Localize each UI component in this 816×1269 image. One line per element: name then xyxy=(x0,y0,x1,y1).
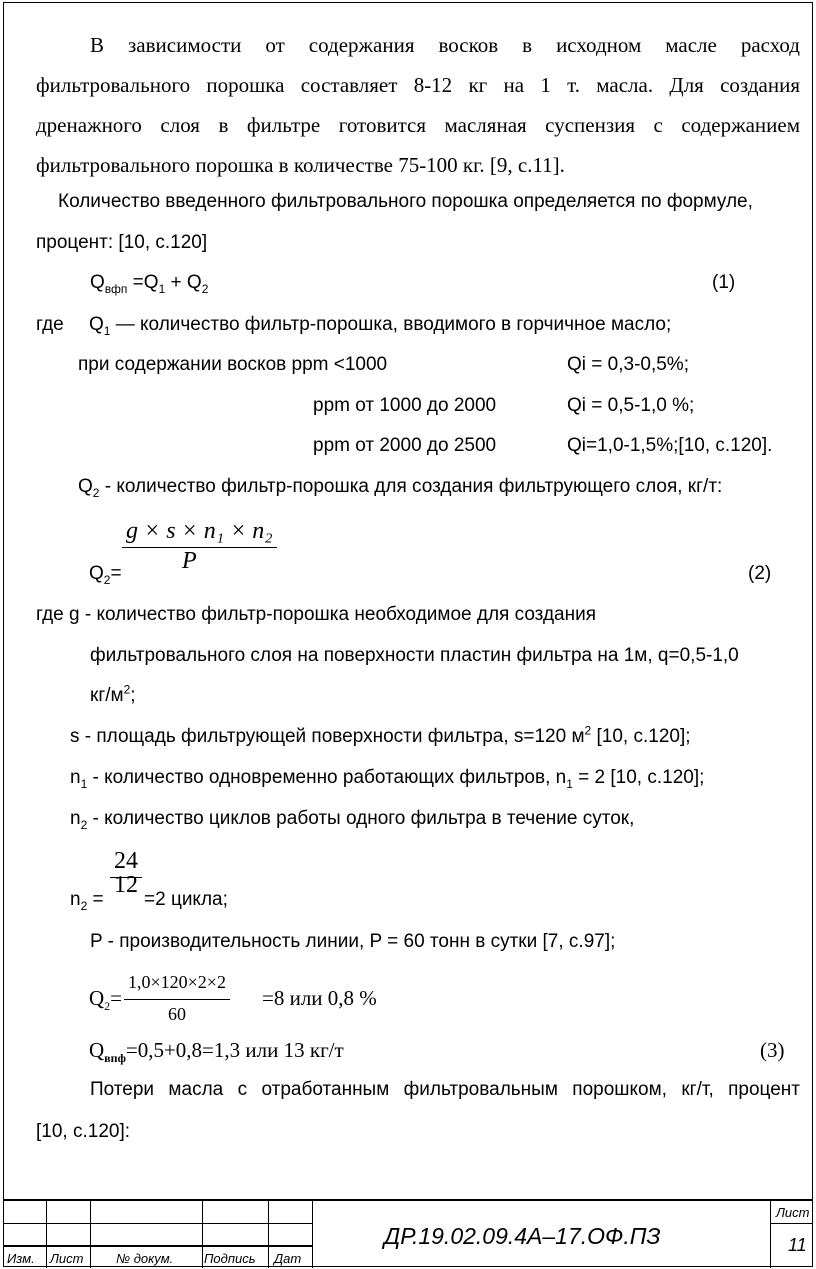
stamp-divider xyxy=(312,1201,313,1268)
q2-calc-result: =8 или 0,8 % xyxy=(262,986,377,1010)
stamp-row-line xyxy=(770,1223,812,1224)
para1-line1: В зависимости от содержания восков в исходном масле расход xyxy=(90,33,800,57)
formula-2-number: (2) xyxy=(748,563,772,584)
where-q1-lead: где xyxy=(36,314,64,335)
formula-1: $Q_{вфп} =Q_1 + Q_2$ xyxy=(90,272,209,296)
q2-calc-denominator: 60 xyxy=(167,1004,186,1024)
document-code: ДР.19.02.09.4А–17.ОФ.ПЗ xyxy=(384,1223,661,1249)
condition-2-label: ppm от 1000 до 2000 xyxy=(313,395,497,416)
condition-1-label: при содержании восков ppm <1000 xyxy=(78,354,388,375)
q2-calc-fraction xyxy=(124,972,230,1025)
para1-line3: дренажного слоя в фильтре готовится масляная суспензия с содержанием xyxy=(36,113,800,137)
para1-line2: фильтровального порошка составляет 8-12 кг на 1 т. масла. Для создания xyxy=(36,73,800,97)
formula-2-fraction xyxy=(122,518,277,575)
stamp-signature: Подпись xyxy=(204,1251,256,1266)
q2-calc-numerator: 1,0×120×2×2 xyxy=(124,972,230,1000)
n1-definition: $n_1$ - количество одновременно работающих фильтров, $n_1 = 2$ [10, с.120]; xyxy=(70,767,705,791)
stamp-divider xyxy=(90,1201,91,1268)
stamp-row-line xyxy=(4,1245,312,1247)
sheet-number: 11 xyxy=(788,1235,807,1255)
stamp-izm: Изм. xyxy=(7,1251,35,1266)
s-definition: s - площадь фильтрующей поверхности фильтра, s=120 $м^2$ [10, с.120]; xyxy=(70,723,691,747)
stamp-divider xyxy=(46,1201,47,1268)
stamp-divider xyxy=(202,1201,203,1268)
g-definition-line3: $кг/м^2$; xyxy=(90,682,136,706)
condition-3-label: ppm от 2000 до 2500 xyxy=(313,435,497,456)
p-definition: P - производительность линии, P = 60 тонн в сутки [7, с.97]; xyxy=(90,931,616,952)
q2-definition: $Q_2$ - количество фильтр-порошка для создания фильтрующего слоя, кг/т: xyxy=(78,476,723,500)
formula-2-denominator: P xyxy=(181,548,197,574)
formula-1-number: (1) xyxy=(712,272,736,293)
g-definition-line1: где g - количество фильтр-порошка необходимое для создания xyxy=(36,604,597,625)
n2-denominator: 12 xyxy=(114,872,138,898)
n2-fraction xyxy=(110,848,142,899)
para2-line1: Количество введенного фильтровального порошка определяется по формуле, xyxy=(58,191,753,212)
stamp-divider xyxy=(770,1201,771,1268)
qvpf-formula: $Q_{впф}=0,5+0,8=1,3$ или 13 кг/т xyxy=(89,1038,344,1066)
title-block xyxy=(4,1199,812,1268)
para3-line1: Потери масла с отработанным фильтровальным порошком, кг/т, процент xyxy=(90,1079,800,1100)
stamp-divider xyxy=(268,1201,269,1268)
n2-calc-result: =2 цикла; xyxy=(144,889,228,910)
n2-calc-lhs: $n_2$ = xyxy=(70,889,104,913)
para2-line2: процент: [10, с.120] xyxy=(36,232,208,253)
stamp-doc-number: № докум. xyxy=(116,1251,174,1266)
formula-3-number: (3) xyxy=(760,1038,785,1062)
n2-definition: $n_2$ - количество циклов работы одного фильтра в течение суток, xyxy=(70,808,635,832)
condition-2-value: Qi = 0,5-1,0 %; xyxy=(567,395,695,416)
stamp-date: Дат xyxy=(274,1251,302,1266)
stamp-list: Лист xyxy=(50,1251,84,1266)
formula-2-lhs: $Q_2=$ xyxy=(89,563,122,587)
g-definition-line2: фильтровального слоя на поверхности пластин фильтра на 1м, q=0,5-1,0 xyxy=(90,645,739,666)
where-q1-text: $Q_1$ — количество фильтр-порошка, вводимого в горчичное масло; xyxy=(89,314,672,338)
condition-1-value: Qi = 0,3-0,5%; xyxy=(567,354,689,375)
formula-2-numerator: g × s × n₁ × n₂ xyxy=(122,518,277,548)
para1-line4: фильтровального порошка в количестве 75-100 кг. [9, с.11]. xyxy=(36,153,565,177)
para3-line2: [10, с.120]: xyxy=(36,1121,131,1142)
n2-numerator: 24 xyxy=(110,848,142,878)
condition-3-value: Qi=1,0-1,5%;[10, с.120]. xyxy=(567,435,773,456)
stamp-row-line xyxy=(4,1223,312,1224)
sheet-label: Лист xyxy=(776,1205,810,1220)
q2-calc-lhs: $Q_2=$ xyxy=(89,986,123,1014)
